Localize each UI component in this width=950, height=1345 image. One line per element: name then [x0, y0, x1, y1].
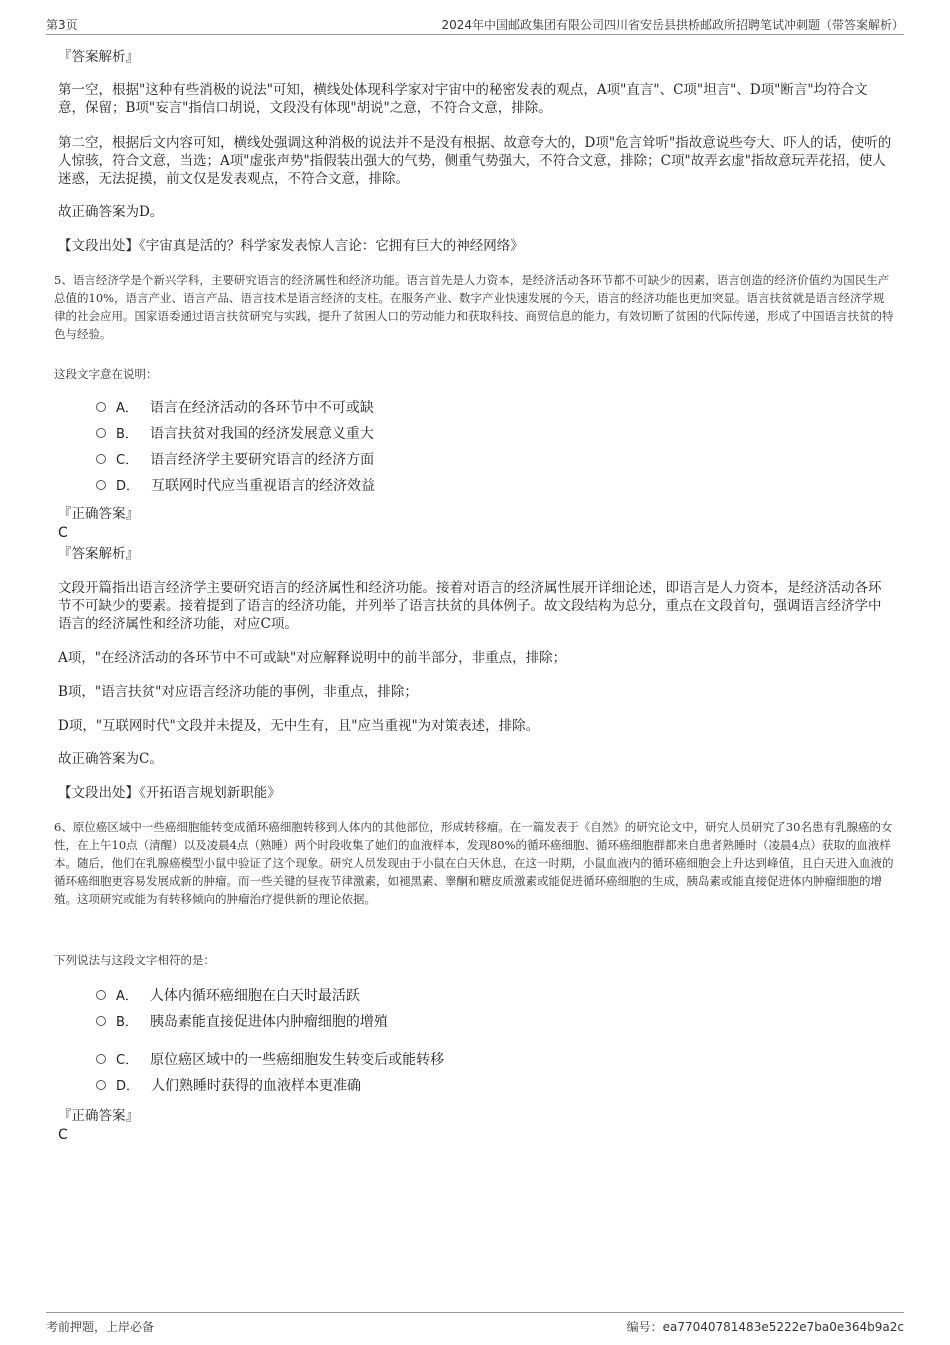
question-stem: 下列说法与这段文字相符的是： — [54, 953, 215, 967]
radio-button[interactable] — [96, 1054, 106, 1064]
radio-button[interactable] — [96, 990, 106, 1000]
option-d[interactable]: D． 互联网时代应当重视语言的经济效益 — [96, 476, 375, 496]
radio-button[interactable] — [96, 1080, 106, 1090]
analysis-paragraph: 第一空，根据"这种有些消极的说法"可知，横线处体现科学家对宇宙中的秘密发表的观点，A项"直言"、C项"坦言"、D项"断言"均符合文意，保留；B项"妄言"指信口胡说，文段没有体现"胡说"之意，不符合文意，排除。 — [58, 82, 868, 116]
option-c[interactable]: C． 原位癌区域中的一些癌细胞发生转变后或能转移 — [96, 1050, 444, 1070]
correct-answer: C — [58, 1127, 68, 1143]
page-footer — [46, 1312, 904, 1337]
document-code: 编号：ea77040781483e5222e7ba0e364b9a2c — [626, 1320, 904, 1334]
source-citation: 【文段出处】《开拓语言规划新职能》 — [58, 785, 281, 801]
analysis-paragraph: 文段开篇指出语言经济学主要研究语言的经济属性和经济功能。接着对语言的经济属性展开详细论述，即语言是人力资本，是经济活动各环节不可缺少的要素。接着提到了语言的经济功能，并列举了语言扶贫的具体例子。故文段结构为总分，重点在文段首句，强调语言经济学中语言的经济属性和经济功能，对应C项。 — [58, 580, 882, 632]
question-stem: 这段文字意在说明： — [54, 367, 158, 381]
correct-answer: C — [58, 525, 68, 541]
radio-button[interactable] — [96, 1016, 106, 1026]
radio-button[interactable] — [96, 402, 106, 412]
option-d[interactable]: D． 人们熟睡时获得的血液样本更准确 — [96, 1076, 361, 1096]
option-note: B项，"语言扶贫"对应语言经济功能的事例，非重点，排除； — [58, 684, 418, 700]
option-note: A项，"在经济活动的各环节中不可或缺"对应解释说明中的前半部分，非重点，排除； — [58, 650, 567, 666]
page-header — [46, 14, 904, 35]
analysis-paragraph: 第二空，根据后文内容可知，横线处强调这种消极的说法并不是没有根据、故意夸大的，D项"危言耸听"指故意说些夸大、吓人的话，使听的人惊骇，符合文意，当选；A项"虚张声势"指假装出强大的气势，侧重气势强大，不符合文意，排除；C项"故弄玄虚"指故意玩弄花招，使人迷惑，无法捉摸，前文仅是发表观点，不符合文意，排除。 — [58, 135, 892, 187]
conclusion: 故正确答案为D。 — [58, 204, 164, 220]
radio-button[interactable] — [96, 454, 106, 464]
correct-answer-label: 『正确答案』 — [58, 506, 139, 522]
page-number: 第3页 — [46, 18, 78, 32]
option-b[interactable]: B． 语言扶贫对我国的经济发展意义重大 — [96, 424, 374, 444]
correct-answer-label: 『正确答案』 — [58, 1108, 139, 1124]
option-a[interactable]: A． 人体内循环癌细胞在白天时最活跃 — [96, 986, 360, 1006]
footer-motto: 考前押题，上岸必备 — [46, 1320, 155, 1334]
conclusion: 故正确答案为C。 — [58, 751, 163, 767]
document-title: 2024年中国邮政集团有限公司四川省安岳县拱桥邮政所招聘笔试冲刺题（带答案解析） — [441, 18, 904, 32]
answer-analysis-label: 『答案解析』 — [58, 49, 139, 65]
question-passage: 6、原位癌区域中一些癌细胞能转变成循环癌细胞转移到人体内的其他部位，形成转移瘤。在一篇发表于《自然》的研究论文中，研究人员研究了30名患有乳腺癌的女性，在上午10点（清醒）以及凌晨4点（熟睡）两个时段收集了她们的血液样本，发现80%的循环癌细胞、循环癌细胞群都来自患者熟睡时（凌晨4点）获取的血液样本。随后，他们在乳腺癌模型小鼠中验证了这个现象。研究人员发现由于小鼠在白天休息，在这一时期，小鼠血液内的循环癌细胞会上升达到峰值，且白天进入血液的循环癌细胞更容易发展成新的肿瘤。而一些关键的昼夜节律激素，如褪黑素、睾酮和糖皮质激素或能促进循环癌细胞的生成，胰岛素或能直接促进体内肿瘤细胞的增殖。这项研究或能为有转移倾向的肿瘤治疗提供新的理论依据。 — [54, 820, 894, 906]
radio-button[interactable] — [96, 480, 106, 490]
question-passage: 5、语言经济学是个新兴学科，主要研究语言的经济属性和经济功能。语言首先是人力资本，是经济活动各环节都不可缺少的因素，语言创造的经济价值约为国民生产总值的10%，语言产业、语言产品、语言技术是语言经济的支柱。在服务产业、数字产业快速发展的今天，语言的经济功能也更加突显。语言扶贫就是语言经济学规律的社会应用。国家语委通过语言扶贫研究与实践，提升了贫困人口的劳动能力和获取科技、商贸信息的能力，有效切断了贫困的代际传递，形成了中国语言扶贫的特色与经验。 — [54, 273, 894, 341]
source-citation: 【文段出处】《宇宙真是活的？科学家发表惊人言论：它拥有巨大的神经网络》 — [58, 238, 524, 254]
answer-analysis-label: 『答案解析』 — [58, 546, 139, 562]
option-note: D项，"互联网时代"文段并未提及，无中生有，且"应当重视"为对策表述，排除。 — [58, 718, 540, 734]
radio-button[interactable] — [96, 428, 106, 438]
option-a[interactable]: A． 语言在经济活动的各环节中不可或缺 — [96, 398, 374, 418]
option-c[interactable]: C． 语言经济学主要研究语言的经济方面 — [96, 450, 374, 470]
option-b[interactable]: B． 胰岛素能直接促进体内肿瘤细胞的增殖 — [96, 1012, 388, 1032]
